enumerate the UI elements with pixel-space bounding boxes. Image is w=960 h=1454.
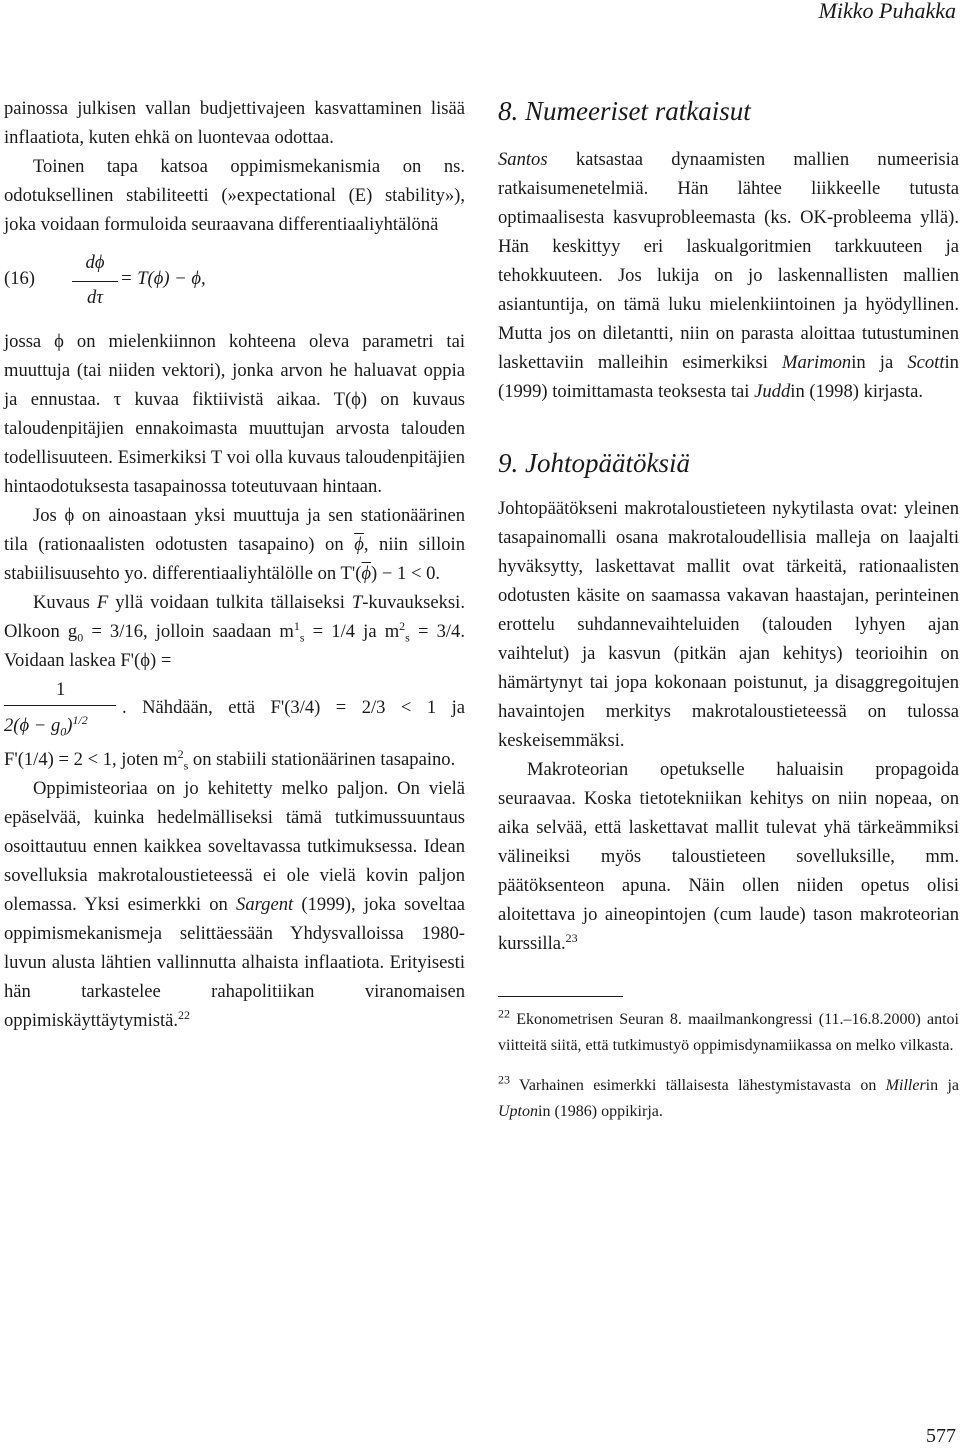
equation-number: (16) xyxy=(4,268,35,289)
fraction-bar xyxy=(4,705,116,706)
paragraph-stable-equilibrium: F'(1/4) = 2 < 1, joten $m^2_s$ on stabiili stationäärinen tasapaino. xyxy=(4,746,456,773)
derivative-denominator: $2(\phi - g_0)^{1/2}$ xyxy=(4,712,88,739)
section-heading-8: 8. Numeeriset ratkaisut xyxy=(498,96,751,126)
phi-bar-2: $\overline{\phi}$ xyxy=(361,563,372,584)
footnote-22: $^{22}$ Ekonometrisen Seuran 8. maailmankongressi (11.–16.8.2000) antoi viitteitä siitä, että tutkimustyö oppimisdynamiikassa on melko vilkasta. xyxy=(498,1006,959,1054)
running-header-author: Mikko Puhakka xyxy=(818,0,956,23)
section-heading-9: 9. Johtopäätöksiä xyxy=(498,448,690,478)
page-number: 577 xyxy=(926,1425,956,1447)
equation-fraction xyxy=(72,245,118,314)
left-column xyxy=(4,94,465,1035)
paragraph-continuation: painossa julkisen vallan budjettivajeen kasvattaminen lisää inflaatiota, kuten ehkä on luontevaa odottaa. xyxy=(4,98,465,148)
fraction-denominator: dτ xyxy=(87,287,103,308)
paragraph-conclusions: Johtopäätökseni makrotaloustieteen nykytilasta ovat: yleinen tasapainomalli osana makrotaloudellisia malleja on laajalti hyväksytty, laskettavat mallit ovat tärkeitä, rationaalisten odotusten käsite on saamassa vakavan haastajan, perinteinen erottelu suhdannevaihteluiden (talouden lyhyen ajan vaihtelut) ja kasvun (pitkän ajan kehitys) teorioihin on hämärtynyt tai jopa kokonaan poistunut, ja disaggregoitujen havaintojen merkitys makrotaloustieteessä on tulossa keskeisemmäksi. xyxy=(498,498,959,751)
derivative-numerator: 1 xyxy=(56,679,66,700)
footnote-ref-22: 22 xyxy=(178,1007,191,1022)
paragraph-stability-condition: Jos ϕ on ainoastaan yksi muuttuja ja sen stationäärinen tila (rationaalisten odotusten tasapaino) on $\overline{\phi}$, niin silloin stabiilisuusehto yo. differentiaaliyhtälölle on $T'(\overline{\phi}) - 1 < 0$. xyxy=(4,505,465,584)
equation-rhs: = T(ϕ) − ϕ, xyxy=(120,268,206,289)
footnote-ref-23: 23 xyxy=(565,930,578,945)
phi-bar: $\overline{\phi}$ xyxy=(354,534,364,555)
paragraph-definitions: jossa ϕ on mielenkiinnon kohteena oleva parametri tai muuttuja (tai niiden vektori), jonka arvon he haluavat oppia ja ennustaa. τ kuvaa fiktiivistä aikaa. T(ϕ) on kuvaus taloudenpitäjien ennakoimasta muuttujan arvosta talouden todellisuuteen. Esimerkiksi T voi olla kuvaus taloudenpitäjien hintaodotuksesta tasapainossa toteutuvaan hintaan. xyxy=(4,331,465,497)
equation-16 xyxy=(4,245,465,323)
paragraph-teaching: Makroteorian opetukselle haluaisin propagoida seuraavaa. Koska tietotekniikan kehitys on niin nopeaa, on aika selvää, että laskettavat mallit tulevat yhä tärkeämmiksi välineiksi myös taloustieteen sovelluksille, mm. päätöksenteon apuna. Näin ollen niiden opetus olisi aloitettava jo aineopintojen (cum laude) tason makroteorian kurssilla.$^{23}$ xyxy=(498,759,959,954)
paragraph-mapping-F: Kuvaus F yllä voidaan tulkita tällaiseksi T-kuvaukseksi. Olkoon $g_0 = 3/16$, jolloin saadaan $m^1_s = 1/4$ ja $m^2_s = 3/4$. Voidaan laskea F'(ϕ) = xyxy=(4,592,465,671)
right-column xyxy=(498,94,959,1125)
derivative-fraction-line xyxy=(4,675,465,745)
footnote-rule xyxy=(498,996,623,997)
derivative-comparison: . Nähdään, että F'(3/4) = 2/3 < 1 ja xyxy=(122,697,465,718)
footnote-23: $^{23}$ Varhainen esimerkki tällaisesta lähestymistavasta on Millerin ja Uptonin (1986) oppikirja. xyxy=(498,1072,960,1120)
paragraph-learning-theory: Oppimisteoriaa on jo kehitetty melko paljon. On vielä epäselvää, kuinka hedelmälliseksi tämä tutkimussuuntaus osoittautuu ennen kaikkea soveltavassa tutkimuksessa. Idean sovelluksia makrotaloustieteessä ei ole vielä kovin paljon olemassa. Yksi esimerkki on Sargent (1999), joka soveltaa oppimismekanismeja selittäessään Yhdysvalloissa 1980-luvun alusta lähtien vallinnutta alhaista inflaatiota. Erityisesti hän tarkastelee rahapolitiikan viranomaisen oppimiskäyttäytymistä.$^{22}$ xyxy=(4,778,465,1031)
paragraph-numerical-solutions: Santos katsastaa dynaamisten mallien numeerisia ratkaisumenetelmiä. Hän lähtee liikkeelle tutusta optimaalisesta kasvuprobleemasta (ks. OK-probleema yllä). Hän keskittyy eri laskualgoritmien tarkkuuteen ja tehokkuuteen. Jos lukija on jo laskennallisten mallien asiantuntija, on tämä luku mielenkiintoinen ja hyödyllinen. Mutta jos on diletantti, niin on parasta aloittaa tutustuminen laskettaviin malleihin esimerkiksi Marimonin ja Scottin (1999) toimittamasta teoksesta tai Juddin (1998) kirjasta. xyxy=(498,149,959,402)
fraction-numerator: dϕ xyxy=(72,245,118,282)
paragraph-expectational-stability: Toinen tapa katsoa oppimismekanismia on ns. odotuksellinen stabiliteetti (»expectational (E) stability»), joka voidaan formuloida seuraavana differentiaaliyhtälönä xyxy=(4,156,465,235)
